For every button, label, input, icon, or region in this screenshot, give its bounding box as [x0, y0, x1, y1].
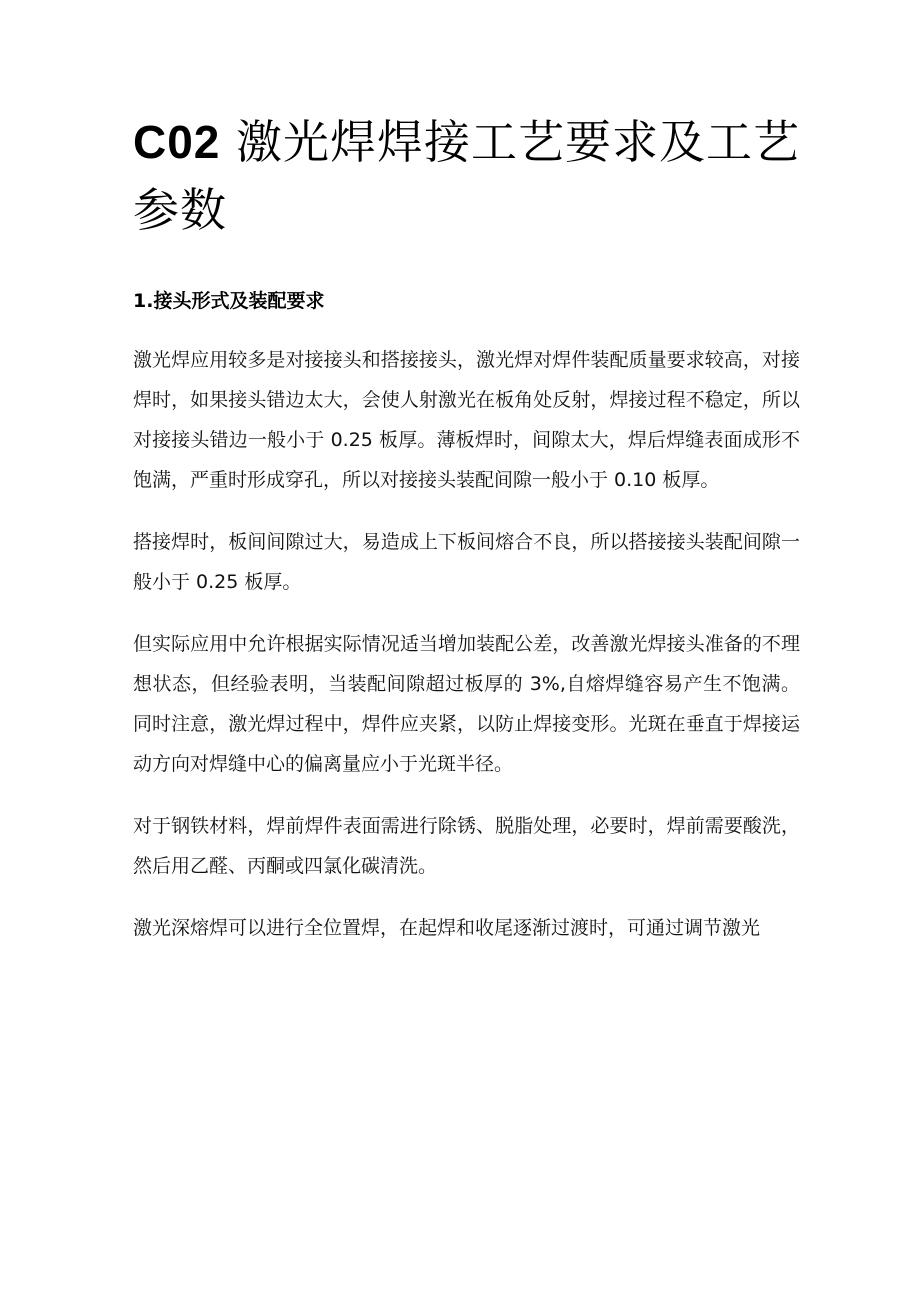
- paragraph-deep-penetration: 激光深熔焊可以进行全位置焊，在起焊和收尾逐渐过渡时，可通过调节激光: [133, 917, 761, 939]
- title-code: C02: [133, 116, 221, 168]
- title-text: 激光焊焊接工艺要求及工艺参数: [133, 115, 801, 237]
- document-title: [133, 108, 800, 244]
- paragraph-butt-joint: 激光焊应用较多是对接接头和搭接接头，激光焊对焊件装配质量要求较高，对接焊时，如果接头错边太大，会使人射激光在板角处反射，焊接过程不稳定，所以对接接头错边一般小于 0.25 板厚。薄板焊时，间隙太大，焊后焊缝表面成形不饱满，严重时形成穿孔，所以对接接头装配间隙一般小于 0.10 板厚。: [133, 349, 800, 491]
- paragraph-surface-cleaning: 对于钢铁材料，焊前焊件表面需进行除锈、脱脂处理，必要时，焊前需要酸洗，然后用乙醛、丙酮或四氯化碳清洗。: [133, 815, 800, 877]
- paragraph-lap-joint: 搭接焊时，板间间隙过大，易造成上下板间熔合不良，所以搭接接头装配间隙一般小于 0.25 板厚。: [133, 531, 800, 593]
- section-heading-joint-form: 1.接头形式及装配要求: [133, 290, 325, 312]
- paragraph-assembly-tolerance: 但实际应用中允许根据实际情况适当增加装配公差，改善激光焊接头准备的不理想状态，但经验表明，当装配间隙超过板厚的 3%,自熔焊缝容易产生不饱满。同时注意，激光焊过程中，焊件应夹紧，以防止焊接变形。光斑在垂直于焊接运动方向对焊缝中心的偏离量应小于光斑半径。: [133, 633, 800, 775]
